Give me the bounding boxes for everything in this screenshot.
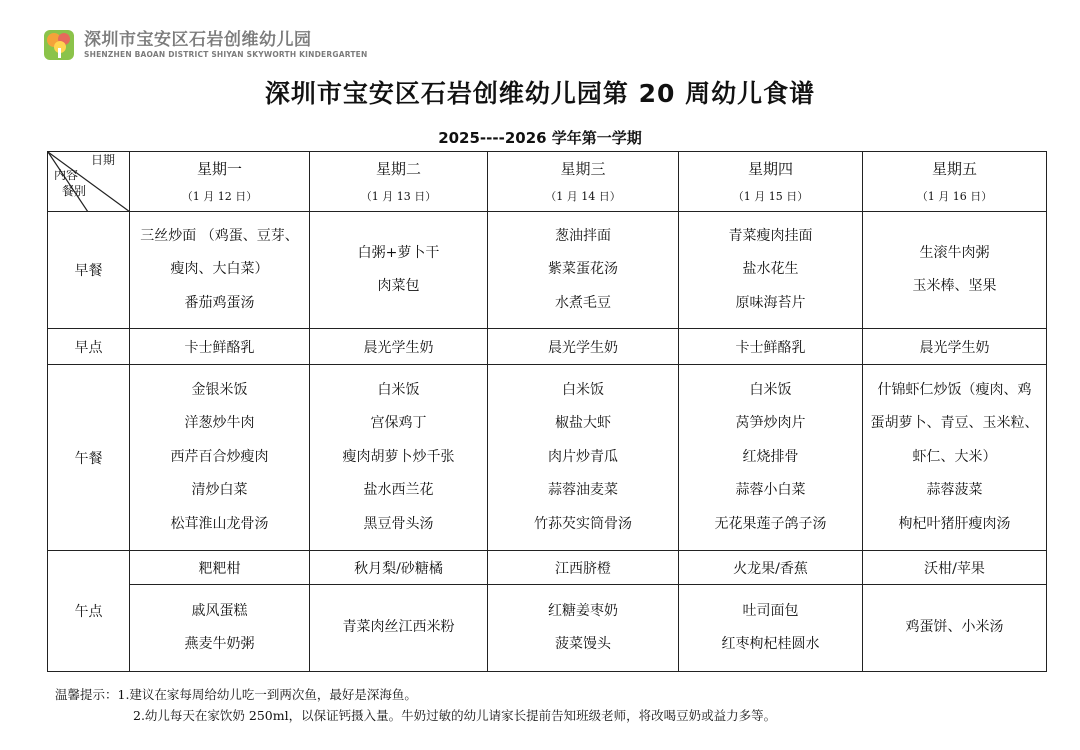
morning-snack-wednesday: 晨光学生奶: [488, 329, 679, 365]
day-header-friday: 星期五 （1 月 16 日）: [863, 152, 1047, 212]
lunch-cell-friday: 什锦虾仁炒饭（瘦肉、鸡 蛋胡萝卜、青豆、玉米粒、 虾仁、大米） 蒜蓉菠菜 枸杞叶猪肝瘦肉汤: [863, 365, 1047, 551]
lunch-cell-wednesday: 白米饭 椒盐大虾 肉片炒青瓜 蒜蓉油麦菜 竹荪芡实筒骨汤: [488, 365, 679, 551]
morning-snack-row: [48, 329, 1047, 365]
afternoon-fruit-row: [48, 551, 1047, 585]
afternoon-snack-row: [48, 585, 1047, 672]
lunch-cell-thursday: 白米饭 莴笋炒肉片 红烧排骨 蒜蓉小白菜 无花果莲子鸽子汤: [679, 365, 863, 551]
breakfast-cell-thursday: 青菜瘦肉挂面 盐水花生 原味海苔片: [679, 212, 863, 329]
afternoon-fruit-wednesday: 江西脐橙: [488, 551, 679, 585]
morning-snack-monday: 卡士鲜酪乳: [130, 329, 310, 365]
morning-snack-thursday: 卡士鲜酪乳: [679, 329, 863, 365]
afternoon-fruit-tuesday: 秋月梨/砂糖橘: [310, 551, 488, 585]
meal-label-morning-snack: 早点: [48, 329, 130, 365]
tip-line-1: 温馨提示：1.建议在家每周给幼儿吃一到两次鱼，最好是深海鱼。: [55, 687, 417, 702]
school-name-en: SHENZHEN BAOAN DISTRICT SHIYAN SKYWORTH KINDERGARTEN: [84, 50, 368, 59]
afternoon-fruit-thursday: 火龙果/香蕉: [679, 551, 863, 585]
afternoon-snack-monday: 戚风蛋糕 燕麦牛奶粥: [130, 585, 310, 672]
school-logo: [42, 26, 367, 64]
morning-snack-friday: 晨光学生奶: [863, 329, 1047, 365]
afternoon-fruit-monday: 粑粑柑: [130, 551, 310, 585]
meal-label-breakfast: 早餐: [48, 212, 130, 329]
day-header-tuesday: 星期二 （1 月 13 日）: [310, 152, 488, 212]
breakfast-row: [48, 212, 1047, 329]
page-title: 深圳市宝安区石岩创维幼儿园第 20 周幼儿食谱: [264, 79, 816, 108]
day-header-thursday: 星期四 （1 月 15 日）: [679, 152, 863, 212]
afternoon-fruit-friday: 沃柑/苹果: [863, 551, 1047, 585]
day-header-wednesday: 星期三 （1 月 14 日）: [488, 152, 679, 212]
breakfast-cell-tuesday: 白粥+萝卜干 肉菜包: [310, 212, 488, 329]
corner-date-label: 日期: [91, 153, 116, 167]
term-subtitle: 2025----2026 学年第一学期: [438, 129, 642, 147]
tip-line-2: 2.幼儿每天在家饮奶 250ml，以保证钙摄入量。牛奶过敏的幼儿请家长提前告知班级老师，将改喝豆奶或益力多等。: [133, 708, 777, 723]
morning-snack-tuesday: 晨光学生奶: [310, 329, 488, 365]
afternoon-snack-thursday: 吐司面包 红枣枸杞桂圆水: [679, 585, 863, 672]
warm-tips: [55, 684, 776, 726]
lunch-cell-monday: 金银米饭 洋葱炒牛肉 西芹百合炒瘦肉 清炒白菜 松茸淮山龙骨汤: [130, 365, 310, 551]
meal-label-afternoon-snack: 午点: [48, 551, 130, 672]
afternoon-snack-tuesday: 青菜肉丝江西米粉: [310, 585, 488, 672]
corner-cell: [48, 152, 130, 212]
school-name-cn: 深圳市宝安区石岩创维幼儿园: [84, 30, 312, 50]
header-row: [48, 152, 1047, 212]
breakfast-cell-monday: 三丝炒面 （鸡蛋、豆芽、 瘦肉、大白菜） 番茄鸡蛋汤: [130, 212, 310, 329]
menu-table: [47, 151, 1047, 672]
lunch-cell-tuesday: 白米饭 宫保鸡丁 瘦肉胡萝卜炒千张 盐水西兰花 黑豆骨头汤: [310, 365, 488, 551]
lunch-row: [48, 365, 1047, 551]
day-header-monday: 星期一 （1 月 12 日）: [130, 152, 310, 212]
breakfast-cell-friday: 生滚牛肉粥 玉米棒、坚果: [863, 212, 1047, 329]
corner-meal-label: 餐别: [62, 184, 87, 198]
meal-label-lunch: 午餐: [48, 365, 130, 551]
breakfast-cell-wednesday: 葱油拌面 紫菜蛋花汤 水煮毛豆: [488, 212, 679, 329]
corner-diagonals: [48, 152, 130, 212]
corner-content-label: 内容: [54, 168, 79, 182]
tree-logo-icon: [42, 26, 76, 64]
afternoon-snack-friday: 鸡蛋饼、小米汤: [863, 585, 1047, 672]
afternoon-snack-wednesday: 红糖姜枣奶 菠菜馒头: [488, 585, 679, 672]
